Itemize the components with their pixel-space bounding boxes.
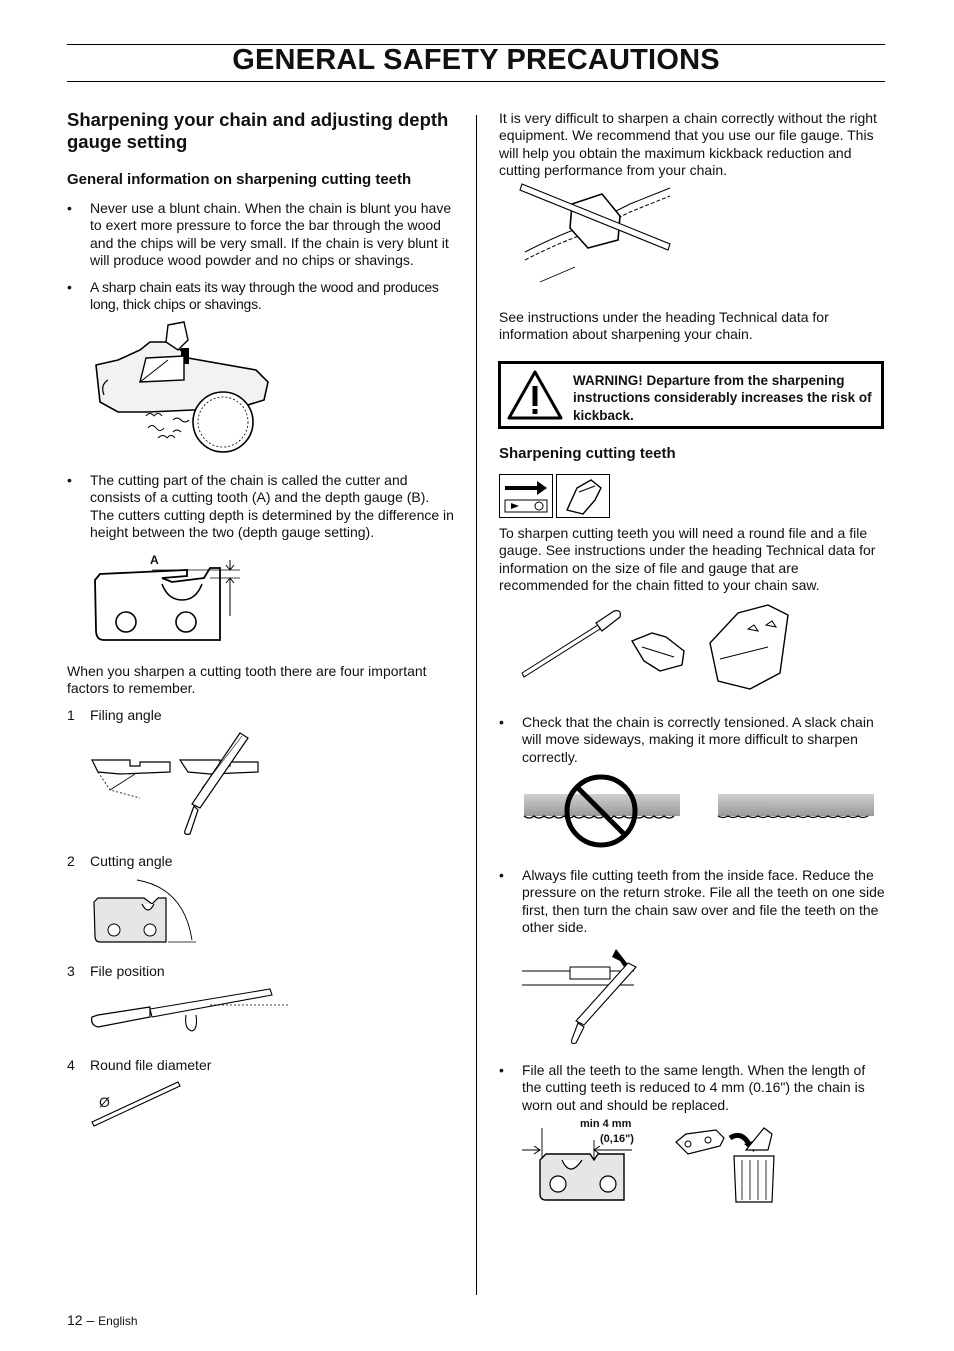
list-item-text: Always file cutting teeth from the inside face. Reduce the pressure on the return stroke. File all the teeth on one side first, then turn the chain saw over and file the teeth on the other side. — [522, 867, 885, 936]
chain-tension-illustration — [520, 772, 880, 852]
label-a: A — [150, 553, 159, 567]
warning-triangle-icon — [507, 370, 563, 420]
factor-number: 1 — [67, 707, 75, 723]
bullet-dot: • — [67, 472, 72, 488]
minimum-tooth-length-illustration — [520, 1120, 785, 1205]
list-item — [67, 279, 457, 315]
list-item-text: Check that the chain is correctly tensioned. A slack chain will move sideways, making it more difficult to sharpen correctly. — [522, 714, 874, 765]
list-item — [67, 200, 457, 270]
file-gauge-illustration — [520, 182, 680, 292]
warning-text: WARNING! Departure from the sharpening instructions considerably increases the risk of kickback. — [573, 373, 872, 423]
list-item — [67, 472, 457, 542]
factor-label: File position — [90, 963, 165, 979]
list-item — [499, 867, 887, 937]
header-bottom-rule — [67, 81, 885, 82]
list-item-text: Never use a blunt chain. When the chain is blunt you have to exert more pressure to force the bar through the wood and the chips will be very small. If the chain is very blunt it will produce wood powder and no chips or shavings. — [90, 200, 452, 269]
list-item — [499, 714, 887, 768]
factor-number: 2 — [67, 853, 75, 869]
list-item-text: File all the teeth to the same length. When the length of the cutting teeth is reduced to 4 mm (0.16") the chain is worn out and should be replaced. — [522, 1062, 866, 1113]
bullet-dot: • — [499, 1062, 504, 1078]
bullet-dot: • — [499, 714, 504, 730]
filing-angle-illustration — [90, 728, 270, 838]
section-heading: Sharpening your chain and adjusting depth gauge setting — [67, 109, 449, 152]
cutter-illustration — [92, 560, 242, 650]
cutting-angle-illustration — [92, 878, 202, 948]
min-length-label: min 4 mm — [580, 1118, 632, 1130]
bullet-dot: • — [67, 200, 72, 216]
column-divider — [476, 115, 477, 1295]
factor-label: Filing angle — [90, 707, 162, 723]
chainsaw-cutting-illustration — [88, 320, 278, 455]
factors-intro: When you sharpen a cutting tooth there are four important factors to remember. — [67, 663, 427, 697]
see-instructions-text: See instructions under the heading Technical data for information about sharpening your chain. — [499, 309, 829, 343]
intro-text: It is very difficult to sharpen a chain correctly without the right equipment. We recommend that you use our file gauge. This will help you obtain the maximum kickback reduction and cutting performance from your chain. — [499, 110, 877, 179]
footer-dash: – — [86, 1312, 95, 1328]
footer-language: English — [98, 1314, 138, 1328]
page-title: GENERAL SAFETY PRECAUTIONS — [232, 44, 720, 76]
page-number: 12 — [67, 1312, 83, 1328]
warning-box — [498, 361, 884, 429]
bullet-dot: • — [67, 279, 72, 295]
sharpening-symbols — [499, 474, 611, 518]
page-footer — [67, 1312, 138, 1328]
filing-direction-illustration — [520, 945, 640, 1045]
list-item-text: The cutting part of the chain is called the cutter and consists of a cutting tooth (A) and the depth gauge (B). The cutters cutting depth is determined by the difference in height between the two (depth gauge setting). — [90, 472, 454, 541]
list-item — [499, 1062, 887, 1116]
tools-text: To sharpen cutting teeth you will need a round file and a file gauge. See instructions under the heading Technical data for information on the size of file and gauge that are recommended for the chain fitted to your chain saw. — [499, 525, 876, 594]
file-position-illustration — [90, 985, 295, 1035]
bullet-dot: • — [499, 867, 504, 883]
factor-label: Cutting angle — [90, 853, 173, 869]
diameter-symbol: Ø — [99, 1094, 110, 1110]
factor-number: 4 — [67, 1057, 75, 1073]
round-file-illustration — [90, 1080, 190, 1130]
file-and-gauge-tools-illustration — [520, 603, 800, 698]
factor-label: Round file diameter — [90, 1057, 212, 1073]
factor-number: 3 — [67, 963, 75, 979]
list-item-text: A sharp chain eats its way through the wood and produces long, thick chips or shavings. — [90, 279, 439, 313]
subheading-general-info: General information on sharpening cutting teeth — [67, 171, 412, 188]
min-length-inch: (0,16") — [600, 1133, 634, 1145]
subheading-sharpening: Sharpening cutting teeth — [499, 445, 676, 462]
